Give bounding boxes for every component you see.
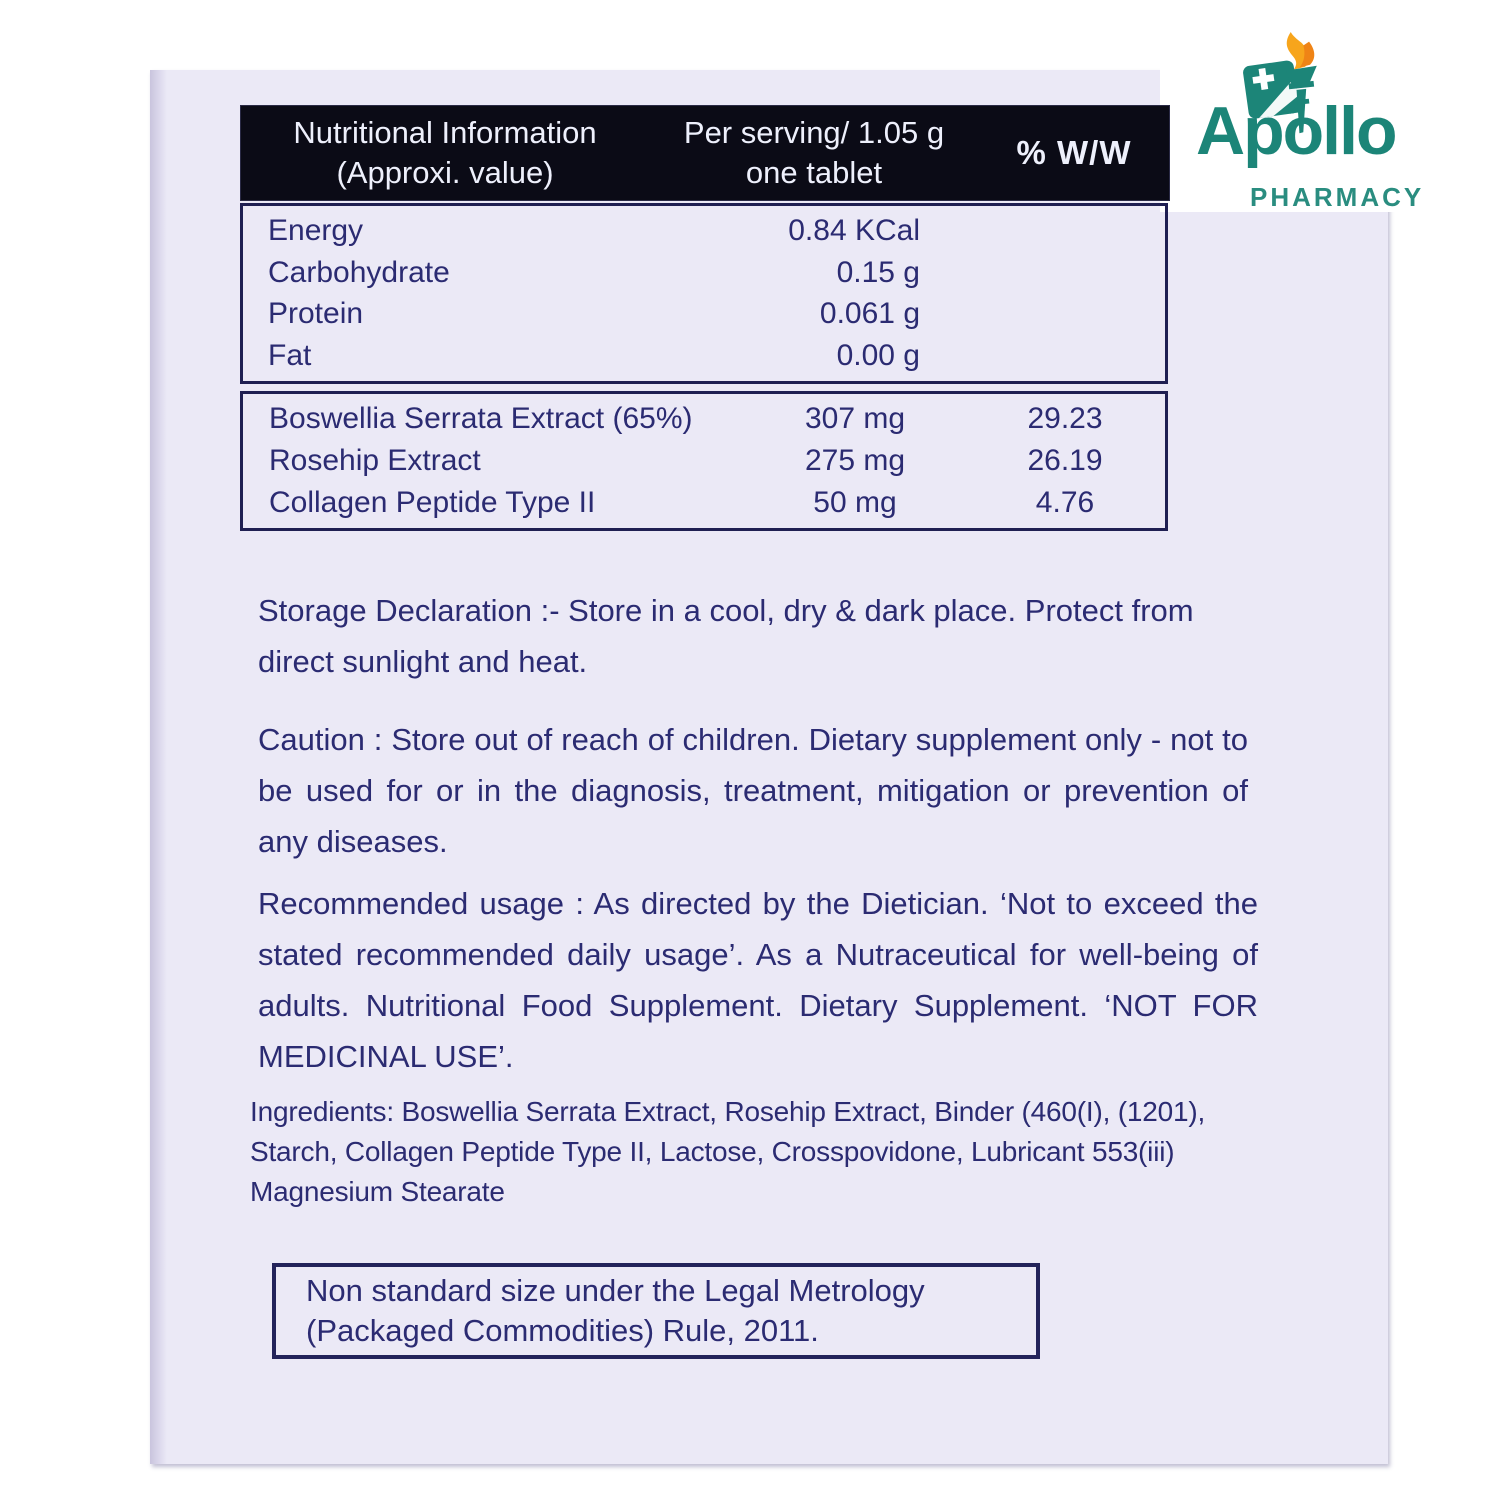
header-col1-line2: (Approxi. value) [336, 155, 554, 190]
header-col-nutritional-info [241, 113, 649, 193]
table-row-carbohydrate [243, 256, 1165, 290]
pharmacy-wordmark: PHARMACY [1250, 182, 1425, 212]
row-percent: 26.19 [1027, 444, 1103, 477]
package-left-edge [150, 70, 167, 1464]
row-value: 0.84 KCal [788, 213, 920, 247]
row-value: 0.15 g [836, 255, 920, 289]
header-col-per-serving [649, 113, 979, 193]
legal-metrology-text: Non standard size under the Legal Metrology (Packaged Commodities) Rule, 2011. [306, 1273, 925, 1348]
recommended-usage-text: Recommended usage : As directed by the Dietician. ‘Not to exceed the stated recommended daily usage’. As a Nutraceutical for well-being of adults. Nutritional Food Supplement. Dietary Supplement. ‘NOT FOR MEDICINAL USE’. [258, 886, 1258, 1074]
apollo-pharmacy-logo [1192, 30, 1477, 225]
row-label: Rosehip Extract [269, 444, 481, 477]
row-value: 0.061 g [819, 297, 920, 331]
header-col-percent-ww: % W/W [1016, 134, 1132, 171]
active-ingredients-table [240, 391, 1168, 531]
table-row-rosehip [243, 444, 1165, 478]
row-label: Fat [268, 339, 312, 373]
table-row-collagen [243, 486, 1165, 520]
nutrition-table-header [240, 105, 1170, 201]
macro-nutrients-table [240, 203, 1168, 384]
caution-text: Caution : Store out of reach of children. Dietary supplement only - not to be used for or in the diagnosis, treatment, mitigation or prevention of any diseases. [258, 722, 1248, 859]
storage-declaration-text: Storage Declaration :- Store in a cool, dry & dark place. Protect from direct sunlight and heat. [258, 593, 1194, 679]
apollo-wordmark: Apollo [1196, 93, 1396, 169]
row-percent: 4.76 [1035, 486, 1095, 519]
row-amount: 307 mg [804, 402, 906, 435]
table-row-boswellia [243, 402, 1165, 436]
table-row-protein [243, 297, 1165, 331]
row-value: 0.00 g [836, 339, 920, 373]
row-amount: 275 mg [804, 444, 906, 477]
legal-metrology-box [272, 1263, 1040, 1359]
ingredients-text: Ingredients: Boswellia Serrata Extract, Rosehip Extract, Binder (460(I), (1201), Starch, Collagen Peptide Type II, Lactose, Crosspovidone, Lubricant 553(iii) Magnesium Stearate [250, 1096, 1206, 1207]
row-label: Protein [268, 297, 364, 331]
header-col2-line1: Per serving/ 1.05 g [683, 115, 945, 150]
table-row-fat [243, 339, 1165, 373]
row-label: Energy [268, 213, 364, 247]
row-label: Carbohydrate [268, 255, 450, 289]
row-label: Boswellia Serrata Extract (65%) [269, 402, 693, 435]
header-col2-line2: one tablet [745, 155, 883, 190]
row-label: Collagen Peptide Type II [269, 486, 596, 519]
header-col1-line1: Nutritional Information [293, 115, 597, 150]
table-row-energy [243, 214, 1165, 248]
row-percent: 29.23 [1027, 402, 1103, 435]
row-amount: 50 mg [813, 486, 897, 519]
